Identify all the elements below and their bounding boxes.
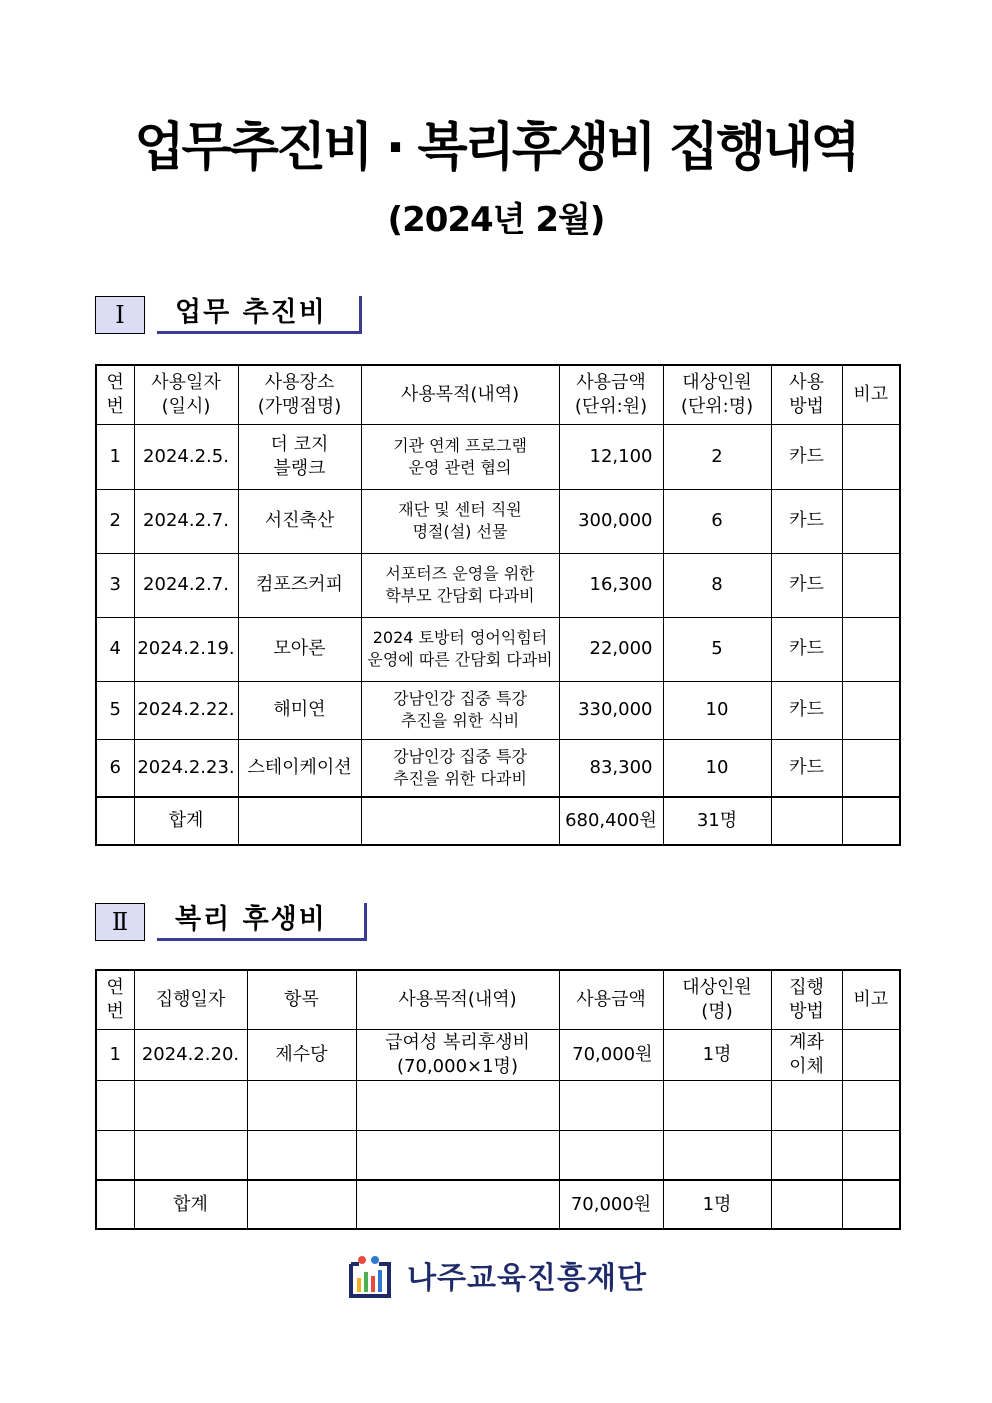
- total-empty: [96, 1180, 134, 1229]
- total-people: 1명: [663, 1180, 771, 1229]
- usage-amount: 83,300: [559, 739, 663, 797]
- payment-method: 카드: [771, 681, 842, 739]
- footer: [0, 1252, 992, 1302]
- remark: [842, 739, 900, 797]
- usage-amount: 12,100: [559, 424, 663, 489]
- header-cell: 집행일자: [134, 970, 247, 1029]
- remark: [842, 424, 900, 489]
- header-cell: 사용금액: [559, 970, 663, 1029]
- page-title: 업무추진비 · 복리후생비 집행내역: [134, 118, 858, 178]
- header-cell: 사용목적(내역): [356, 970, 559, 1029]
- total-empty: [238, 797, 361, 845]
- target-people: 5: [663, 617, 771, 681]
- section1-roman: Ⅰ: [95, 296, 145, 334]
- execution-date: 2024.2.20.: [134, 1029, 247, 1080]
- usage-purpose: 2024 토방터 영어익힘터 운영에 따른 간담회 다과비: [361, 617, 559, 681]
- usage-place: 더 코지 블랭크: [238, 424, 361, 489]
- header-cell: 사용목적(내역): [361, 365, 559, 424]
- section2-title: 복리 후생비: [157, 903, 367, 941]
- total-row: [96, 797, 900, 845]
- total-empty: [842, 797, 900, 845]
- header-cell: 대상인원 (단위:명): [663, 365, 771, 424]
- header-cell: 비고: [842, 970, 900, 1029]
- foundation-logo-icon: [345, 1252, 395, 1298]
- usage-place: 서진축산: [238, 489, 361, 553]
- section2-roman: Ⅱ: [95, 903, 145, 941]
- usage-place: 스테이케이션: [238, 739, 361, 797]
- total-empty: [361, 797, 559, 845]
- total-label: 합계: [134, 1180, 247, 1229]
- usage-purpose: 급여성 복리후생비 (70,000×1명): [356, 1029, 559, 1080]
- usage-date: 2024.2.22.: [134, 681, 238, 739]
- row-number: 6: [96, 739, 134, 797]
- usage-purpose: 기관 연계 프로그램 운영 관련 협의: [361, 424, 559, 489]
- target-people: 10: [663, 739, 771, 797]
- payment-method: 카드: [771, 489, 842, 553]
- usage-date: 2024.2.5.: [134, 424, 238, 489]
- usage-amount: 300,000: [559, 489, 663, 553]
- header-cell: 연 번: [96, 365, 134, 424]
- empty-row: [96, 1130, 900, 1180]
- remark: [842, 681, 900, 739]
- total-empty: [247, 1180, 356, 1229]
- payment-method: 카드: [771, 553, 842, 617]
- remark: [842, 489, 900, 553]
- usage-purpose: 강남인강 집중 특강 추진을 위한 다과비: [361, 739, 559, 797]
- row-number: 1: [96, 1029, 134, 1080]
- remark: [842, 553, 900, 617]
- table-row: [96, 553, 900, 617]
- business-expense-table: [95, 364, 901, 846]
- section1-header: [95, 296, 365, 338]
- total-people: 31명: [663, 797, 771, 845]
- total-empty: [96, 797, 134, 845]
- section2-header: [95, 903, 370, 945]
- usage-date: 2024.2.19.: [134, 617, 238, 681]
- empty-row: [96, 1080, 900, 1130]
- total-empty: [356, 1180, 559, 1229]
- header-cell: 연 번: [96, 970, 134, 1029]
- payment-method: 카드: [771, 739, 842, 797]
- payment-method: 계좌 이체: [771, 1029, 842, 1080]
- expense-item: 제수당: [247, 1029, 356, 1080]
- table-header-row: [96, 365, 900, 424]
- total-row: [96, 1180, 900, 1229]
- target-people: 8: [663, 553, 771, 617]
- header-cell: 집행 방법: [771, 970, 842, 1029]
- row-number: 5: [96, 681, 134, 739]
- total-empty: [842, 1180, 900, 1229]
- remark: [842, 1029, 900, 1080]
- table-row: [96, 489, 900, 553]
- remark: [842, 617, 900, 681]
- table-row: [96, 424, 900, 489]
- target-people: 6: [663, 489, 771, 553]
- usage-date: 2024.2.7.: [134, 553, 238, 617]
- welfare-expense-table: [95, 969, 901, 1230]
- usage-amount: 330,000: [559, 681, 663, 739]
- usage-place: 해미연: [238, 681, 361, 739]
- total-amount: 680,400원: [559, 797, 663, 845]
- table-header-row: [96, 970, 900, 1029]
- usage-date: 2024.2.23.: [134, 739, 238, 797]
- row-number: 2: [96, 489, 134, 553]
- usage-purpose: 강남인강 집중 특강 추진을 위한 식비: [361, 681, 559, 739]
- payment-method: 카드: [771, 424, 842, 489]
- usage-date: 2024.2.7.: [134, 489, 238, 553]
- page-subtitle: (2024년 2월): [387, 200, 605, 240]
- table-row: [96, 1029, 900, 1080]
- usage-amount: 22,000: [559, 617, 663, 681]
- section1-title: 업무 추진비: [157, 296, 362, 334]
- header-cell: 사용금액 (단위:원): [559, 365, 663, 424]
- table-row: [96, 681, 900, 739]
- total-empty: [771, 797, 842, 845]
- payment-method: 카드: [771, 617, 842, 681]
- target-people: 1명: [663, 1029, 771, 1080]
- usage-purpose: 서포터즈 운영을 위한 학부모 간담회 다과비: [361, 553, 559, 617]
- header-cell: 비고: [842, 365, 900, 424]
- header-cell: 사용일자 (일시): [134, 365, 238, 424]
- usage-place: 컴포즈커피: [238, 553, 361, 617]
- row-number: 3: [96, 553, 134, 617]
- row-number: 1: [96, 424, 134, 489]
- total-amount: 70,000원: [559, 1180, 663, 1229]
- target-people: 2: [663, 424, 771, 489]
- usage-purpose: 재단 및 센터 직원 명절(설) 선물: [361, 489, 559, 553]
- usage-amount: 16,300: [559, 553, 663, 617]
- header-cell: 사용장소 (가맹점명): [238, 365, 361, 424]
- header-cell: 항목: [247, 970, 356, 1029]
- total-empty: [771, 1180, 842, 1229]
- table-row: [96, 617, 900, 681]
- row-number: 4: [96, 617, 134, 681]
- target-people: 10: [663, 681, 771, 739]
- table-row: [96, 739, 900, 797]
- header-cell: 대상인원 (명): [663, 970, 771, 1029]
- header-cell: 사용 방법: [771, 365, 842, 424]
- usage-place: 모아론: [238, 617, 361, 681]
- usage-amount: 70,000원: [559, 1029, 663, 1080]
- total-label: 합계: [134, 797, 238, 845]
- organization-name: 나주교육진흥재단: [407, 1261, 647, 1296]
